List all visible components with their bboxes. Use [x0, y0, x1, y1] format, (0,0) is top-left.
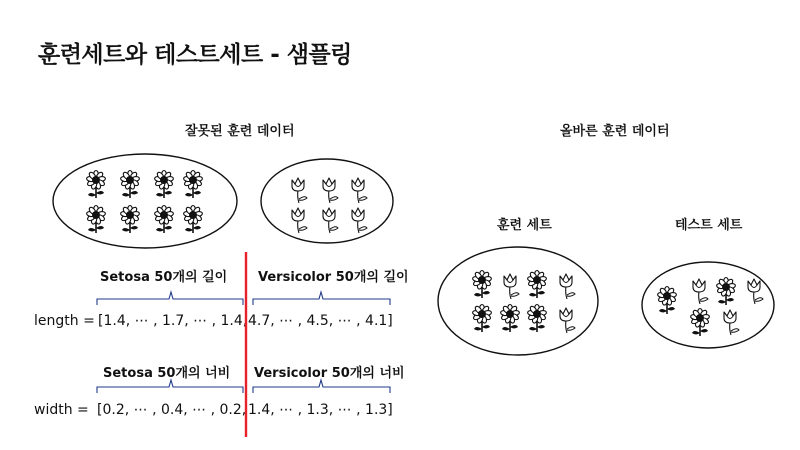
sunflower-icon: [500, 305, 520, 333]
wrong-training-data-heading: 잘못된 훈련 데이터: [185, 124, 295, 139]
sunflower-icon: [183, 206, 203, 234]
sunflower-icon: [690, 309, 710, 337]
setosa-length-brace: [97, 292, 243, 305]
sunflower-icon: [527, 305, 547, 333]
length-versicolor-values: 4.7, ⋯ , 4.5, ⋯ , 4.1]: [248, 313, 393, 329]
sunflower-icon: [183, 171, 203, 199]
setosa-length-label: Setosa 50개의 길이: [100, 270, 228, 285]
width-versicolor-values: 1.4, ⋯ , 1.3, ⋯ , 1.3]: [248, 402, 393, 418]
versicolor-width-label: Versicolor 50개의 너비: [254, 366, 405, 381]
length-setosa-values: [1.4, ⋯ , 1.7, ⋯ , 1.4,: [98, 313, 248, 329]
sunflower-icon: [657, 287, 677, 315]
tulip-icon: [323, 208, 338, 233]
tulip-icon: [748, 279, 763, 304]
sunflower-icon: [86, 206, 106, 234]
tulip-icon: [693, 279, 708, 304]
tulip-icon: [292, 208, 307, 233]
test-set-ellipse: [642, 262, 774, 348]
sunflower-icon: [472, 305, 492, 333]
width-variable: width =: [34, 402, 89, 418]
tulip-icon: [724, 310, 739, 335]
page-title: 훈련세트와 테스트세트 - 샘플링: [38, 42, 352, 68]
sunflower-icon: [120, 206, 140, 234]
sunflower-icon: [154, 171, 174, 199]
versicolor-width-brace: [253, 380, 390, 393]
sunflower-icon: [154, 206, 174, 234]
versicolor-length-label: Versicolor 50개의 길이: [258, 270, 409, 285]
tulip-icon: [560, 308, 575, 333]
tulip-icon: [292, 178, 307, 203]
sunflower-icon: [120, 171, 140, 199]
setosa-width-brace: [97, 380, 243, 393]
correct-training-data-heading: 올바른 훈련 데이터: [560, 124, 670, 139]
train-set-ellipse: [438, 247, 598, 355]
tulip-icon: [352, 208, 367, 233]
versicolor-length-brace: [253, 292, 390, 305]
test-set-label: 테스트 세트: [675, 218, 743, 233]
tulip-icon: [560, 274, 575, 299]
tulip-icon: [323, 178, 338, 203]
sunflower-icon: [716, 278, 736, 306]
setosa-group-ellipse: [53, 154, 237, 248]
width-setosa-values: [0.2, ⋯ , 0.4, ⋯ , 0.2,: [97, 402, 247, 418]
sunflower-icon: [472, 271, 492, 299]
sunflower-icon: [86, 171, 106, 199]
tulip-icon: [504, 274, 519, 299]
tulip-icon: [352, 178, 367, 203]
length-variable: length =: [34, 313, 95, 329]
versicolor-group-ellipse: [261, 159, 393, 243]
sunflower-icon: [527, 271, 547, 299]
train-set-label: 훈련 세트: [497, 218, 552, 233]
setosa-width-label: Setosa 50개의 너비: [103, 366, 231, 381]
